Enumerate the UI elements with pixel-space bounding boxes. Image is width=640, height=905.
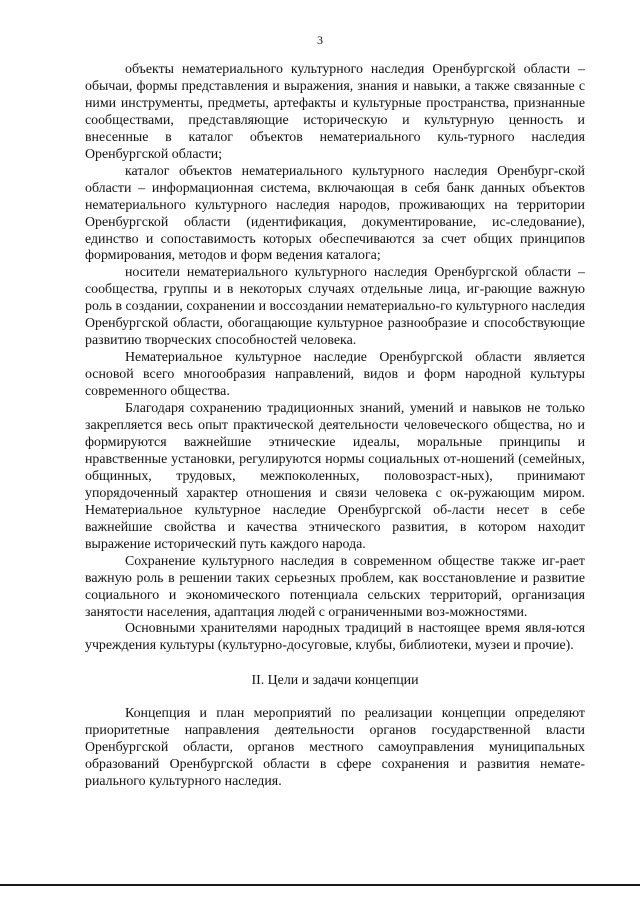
paragraph-concept-directions: Концепция и план мероприятий по реализации концепции определяют приоритетные направления деятельности органов государственной власти Оренбургской области, органов местного самоуправления муниципальных образований Оренбургской области в сфере сохранения и развития немате-риального культурного наследия. — [85, 706, 585, 790]
paragraph-catalog-definition: каталог объектов нематериального культурного наследия Оренбург-ской области – информационная система, включающая в себя банк данных объектов нематериального культурного наследия народов, проживающих на территории Оренбургской области (идентификация, документирование, ис-следование), единство и сопоставимость которых обеспечиваются за счет общих принципов формирования, методов и форм ведения каталога; — [85, 163, 585, 264]
page-number: 3 — [317, 33, 323, 47]
document-body — [85, 62, 585, 791]
scan-edge-line — [0, 884, 640, 886]
paragraph-bearers-definition: носители нематериального культурного наследия Оренбургской области – сообщества, группы и в некоторых случаях отдельные лица, иг-рающие важную роль в создании, сохранении и воссоздании нематериально-го культурного наследия Оренбургской области, обогащающие культурное разнообразие и способствующие развитию творческих способностей человека. — [85, 265, 585, 349]
paragraph-traditional-knowledge: Благодаря сохранению традиционных знаний, умений и навыков не только закрепляется весь опыт практической деятельности человеческого общества, но и формируются важнейшие этнические идеалы, моральные принципы и нравственные установки, регулируются нормы социальных от-ношений (семейных, общинных, трудовых, межпоколенных, половозраст-ных), принимают упорядоченный характер отношения и связи человека с ок-ружающим миром. Нематериальное культурное наследие Оренбургской об-ласти несет в себе важнейшие свойства и качества этнического развития, в котором находит выражение исторический путь каждого народа. — [85, 401, 585, 552]
paragraph-heritage-preservation: Сохранение культурного наследия в современном обществе также иг-рает важную роль в решении таких серьезных проблем, как восстановление и развитие социального и экономического потенциала сельских территорий, организация занятости населения, адаптация людей с ограниченными воз-можностями. — [85, 553, 585, 620]
paragraph-tradition-keepers: Основными хранителями народных традиций в настоящее время явля-ются учреждения культуры (культурно-досуговые, клубы, библиотеки, музеи и прочие). — [85, 621, 585, 654]
paragraph-objects-definition: объекты нематериального культурного наследия Оренбургской области – обычаи, формы представления и выражения, знания и навыки, а также связанные с ними инструменты, предметы, артефакты и культурные пространства, признанные сообществами, представляющие историческую и культурную ценность и внесенные в каталог объектов нематериального куль-турного наследия Оренбургской области; — [85, 62, 585, 162]
section-heading: II. Цели и задачи концепции — [251, 673, 419, 689]
paragraph-heritage-basis: Нематериальное культурное наследие Оренбургской области является основой всего многообразия направлений, видов и форм народной культуры современного общества. — [85, 350, 585, 400]
